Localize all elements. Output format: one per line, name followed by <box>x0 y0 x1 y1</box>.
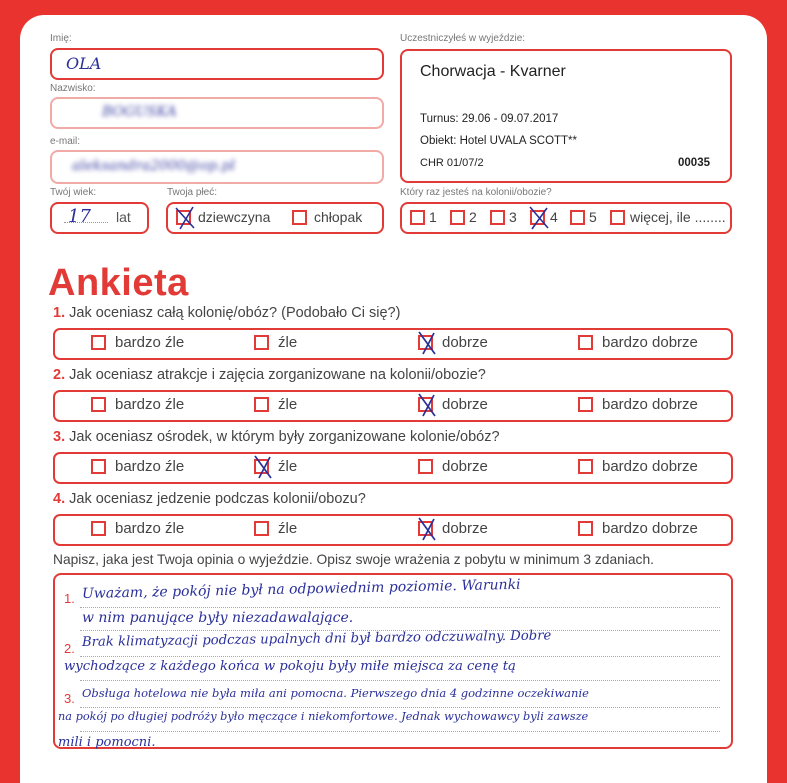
question-number: 1. <box>53 305 66 321</box>
opinion-line <box>80 607 720 608</box>
gender-male-label: chłopak <box>314 209 363 225</box>
question-4-options <box>53 514 733 546</box>
trip-turnus: Turnus: 29.06 - 09.07.2017 <box>420 113 559 125</box>
opinion-number-3: 3. <box>64 691 75 706</box>
name-label: Imię: <box>50 33 72 44</box>
age-value: 17 <box>68 206 91 227</box>
question-3-option-3-label: dobrze <box>442 458 488 475</box>
question-4-option-3-label: dobrze <box>442 520 488 537</box>
name-value: OLA <box>66 54 102 73</box>
times-field <box>400 202 732 234</box>
opinion-text-line: wychodzące z każdego końca w pokoju były miłe miejsca za cenę tą <box>64 659 516 674</box>
question-3-option-3-checkbox[interactable] <box>418 459 433 474</box>
gender-female-checkbox[interactable] <box>176 210 191 225</box>
age-unit: lat <box>116 209 131 225</box>
question-2-options <box>53 390 733 422</box>
times-4-label: 4 <box>550 209 558 225</box>
email-value: aleksandra2000@op.pl <box>72 158 236 174</box>
opinion-line <box>80 680 720 681</box>
question-1-option-1-label: bardzo źle <box>115 334 185 351</box>
question-2-text <box>53 367 486 383</box>
opinion-text-line: na pokój po długiej podróży było męczące i niekomfortowe. Jednak wychowawcy byli zawsze <box>58 710 589 723</box>
question-2-option-2-checkbox[interactable] <box>254 397 269 412</box>
surname-label: Nazwisko: <box>50 83 96 94</box>
form-sheet <box>20 15 767 783</box>
times-2-checkbox[interactable] <box>450 210 465 225</box>
check-x-icon <box>417 517 437 541</box>
question-4-option-4-checkbox[interactable] <box>578 521 593 536</box>
check-x-icon <box>417 393 437 417</box>
question-3-option-4-checkbox[interactable] <box>578 459 593 474</box>
opinion-text-line: Brak klimatyzacji podczas upalnych dni był bardzo odczuwalny. Dobre <box>81 628 552 650</box>
age-field[interactable] <box>50 202 149 234</box>
opinion-line <box>80 707 720 708</box>
email-field[interactable] <box>50 150 384 184</box>
check-x-icon <box>529 206 549 230</box>
question-3-option-2-checkbox[interactable] <box>254 459 269 474</box>
age-dotted-line <box>64 222 108 223</box>
opinion-number-1: 1. <box>64 591 75 606</box>
name-field[interactable] <box>50 48 384 80</box>
times-1-checkbox[interactable] <box>410 210 425 225</box>
opinion-text-line: Obsługa hotelowa nie była miła ani pomocna. Pierwszego dnia 4 godzinne oczekiwanie <box>82 686 589 700</box>
question-1-option-1-checkbox[interactable] <box>91 335 106 350</box>
check-x-icon <box>175 206 195 230</box>
question-2-option-3-label: dobrze <box>442 396 488 413</box>
surname-value: BOGUSKA <box>102 104 177 120</box>
times-1-label: 1 <box>429 209 437 225</box>
question-2-option-1-checkbox[interactable] <box>91 397 106 412</box>
question-1-option-2-label: źle <box>278 334 298 351</box>
question-1-text <box>53 305 400 321</box>
trip-destination: Chorwacja - Kvarner <box>420 63 566 80</box>
question-4-option-1-checkbox[interactable] <box>91 521 106 536</box>
question-2-option-2-label: źle <box>278 396 298 413</box>
times-label: Który raz jesteś na kolonii/obozie? <box>400 187 552 198</box>
times-2-label: 2 <box>469 209 477 225</box>
gender-female-label: dziewczyna <box>198 209 271 225</box>
question-4-option-2-label: źle <box>278 520 298 537</box>
times-5-checkbox[interactable] <box>570 210 585 225</box>
question-number: 4. <box>53 491 66 507</box>
question-3-option-1-checkbox[interactable] <box>91 459 106 474</box>
question-3-option-1-label: bardzo źle <box>115 458 185 475</box>
opinion-text-line: mili i pomocni. <box>58 735 156 750</box>
question-2-option-3-checkbox[interactable] <box>418 397 433 412</box>
question-4-text <box>53 491 366 507</box>
check-x-icon <box>253 455 273 479</box>
opinion-text-line: w nim panujące były niezadawalające. <box>82 610 354 626</box>
times-4-checkbox[interactable] <box>530 210 545 225</box>
times-more-label: więcej, ile ........ <box>630 209 726 225</box>
question-4-option-4-label: bardzo dobrze <box>602 520 698 537</box>
question-1-option-3-checkbox[interactable] <box>418 335 433 350</box>
opinion-prompt: Napisz, jaka jest Twoja opinia o wyjeździe. Opisz swoje wrażenia z pobytu w minimum 3 zdaniach. <box>53 552 654 567</box>
gender-label: Twoja płeć: <box>167 187 218 198</box>
question-number: 2. <box>53 367 66 383</box>
times-more-checkbox[interactable] <box>610 210 625 225</box>
surname-field[interactable] <box>50 97 384 129</box>
opinion-number-2: 2. <box>64 641 75 656</box>
trip-number: 00035 <box>678 157 710 169</box>
trip-code: CHR 01/07/2 <box>420 157 484 169</box>
question-3-option-2-label: źle <box>278 458 298 475</box>
age-label: Twój wiek: <box>50 187 97 198</box>
question-number: 3. <box>53 429 66 445</box>
question-4-option-1-label: bardzo źle <box>115 520 185 537</box>
opinion-line <box>80 656 720 657</box>
email-label: e-mail: <box>50 136 81 147</box>
question-3-option-4-label: bardzo dobrze <box>602 458 698 475</box>
question-1-option-4-checkbox[interactable] <box>578 335 593 350</box>
question-1-option-2-checkbox[interactable] <box>254 335 269 350</box>
question-1-option-3-label: dobrze <box>442 334 488 351</box>
times-5-label: 5 <box>589 209 597 225</box>
question-4-option-2-checkbox[interactable] <box>254 521 269 536</box>
question-2-option-4-checkbox[interactable] <box>578 397 593 412</box>
trip-box <box>400 49 732 183</box>
question-2-option-4-label: bardzo dobrze <box>602 396 698 413</box>
gender-field <box>166 202 384 234</box>
question-3-options <box>53 452 733 484</box>
check-x-icon <box>417 331 437 355</box>
survey-title: Ankieta <box>48 262 189 304</box>
question-label: Jak oceniasz całą kolonię/obóz? (Podobało Ci się?) <box>69 305 401 321</box>
opinion-line <box>80 731 720 732</box>
question-label: Jak oceniasz ośrodek, w którym były zorganizowane kolonie/obóz? <box>69 429 500 445</box>
times-3-label: 3 <box>509 209 517 225</box>
gender-male-checkbox[interactable] <box>292 210 307 225</box>
question-1-option-4-label: bardzo dobrze <box>602 334 698 351</box>
question-label: Jak oceniasz atrakcje i zajęcia zorganizowane na kolonii/obozie? <box>69 367 486 383</box>
times-3-checkbox[interactable] <box>490 210 505 225</box>
question-2-option-1-label: bardzo źle <box>115 396 185 413</box>
question-1-options <box>53 328 733 360</box>
trip-obiekt: Obiekt: Hotel UVALA SCOTT** <box>420 135 578 147</box>
opinion-text-line: Uważam, że pokój nie był na odpowiednim poziomie. Warunki <box>81 576 521 602</box>
question-3-text <box>53 429 500 445</box>
trip-label: Uczestniczyłeś w wyjeździe: <box>400 33 526 44</box>
question-4-option-3-checkbox[interactable] <box>418 521 433 536</box>
question-label: Jak oceniasz jedzenie podczas kolonii/obozu? <box>69 491 366 507</box>
